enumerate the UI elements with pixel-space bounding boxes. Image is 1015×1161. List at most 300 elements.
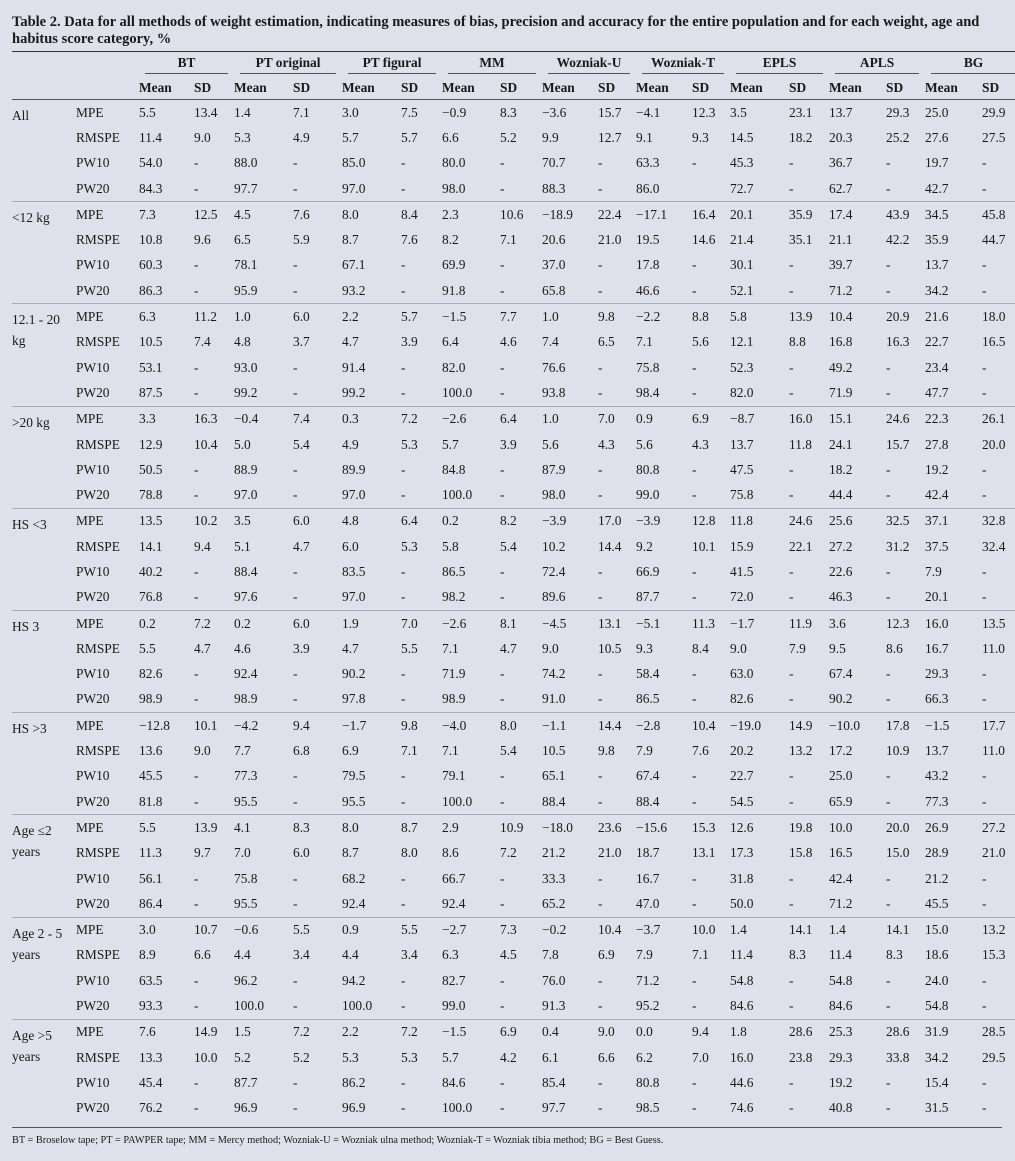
sd-cell: 14.1 [886,917,925,943]
mean-cell: 4.4 [342,947,359,963]
sd-cell: 31.2 [886,538,910,554]
mean-cell: 4.8 [342,508,401,534]
sd-cell: - [293,793,298,809]
mean-cell: 98.9 [442,691,466,707]
sd-cell: - [789,589,794,605]
sd-cell: - [598,563,603,579]
mean-cell: 8.0 [342,202,401,228]
sd-cell: - [692,998,697,1014]
mean-cell: 20.2 [730,743,754,759]
header-spacer [12,52,139,78]
sd-cell: 10.1 [692,538,716,554]
mean-cell: 31.8 [730,870,754,886]
mean-cell: 17.4 [829,202,886,228]
sd-cell: - [293,895,298,911]
sd-cell: 8.3 [500,104,517,120]
sd-header: SD [692,77,730,100]
mean-cell: 88.3 [542,180,566,196]
mean-cell: 19.2 [829,1074,853,1090]
sd-cell: - [886,998,891,1014]
table-row [12,534,1015,559]
mean-cell: 92.4 [234,666,258,682]
sd-cell: 15.7 [598,104,622,120]
mean-cell: 13.3 [139,1049,163,1065]
mean-header: Mean [636,77,692,100]
sd-cell: 3.9 [293,640,310,656]
table-row [12,866,1015,891]
sd-cell: 27.5 [982,129,1006,145]
mean-cell: 16.8 [829,334,853,350]
mean-cell: 88.4 [234,563,258,579]
method-header [234,52,342,78]
mean-cell: 5.1 [234,538,251,554]
sd-cell: 8.3 [293,815,342,841]
mean-cell: 100.0 [442,487,473,503]
table-row [12,330,1015,355]
sd-cell: - [194,384,199,400]
sd-cell: 8.8 [789,334,806,350]
mean-cell: 24.1 [829,436,853,452]
sd-cell: - [886,1100,891,1116]
sd-cell: 8.6 [886,640,903,656]
group-label: HS 3 [12,610,76,712]
sd-cell: - [194,691,199,707]
mean-cell: 25.3 [829,1019,886,1045]
table-row [12,482,1015,508]
mean-cell: 97.0 [342,180,366,196]
mean-cell: 8.9 [139,947,156,963]
mean-cell: 24.0 [925,972,949,988]
sd-header: SD [982,77,1015,100]
mean-cell: 67.1 [342,257,366,273]
mean-cell: 16.0 [925,610,982,636]
mean-cell: 91.0 [542,691,566,707]
mean-cell: 5.3 [234,129,251,145]
sd-cell: - [194,1100,199,1116]
mean-cell: 22.7 [730,768,754,784]
sd-cell: 7.4 [293,406,342,432]
sd-cell: - [789,563,794,579]
mean-cell: −2.8 [636,713,692,739]
mean-cell: 67.4 [636,768,660,784]
mean-cell: 10.2 [542,538,566,554]
sd-cell: - [401,666,406,682]
mean-cell: 87.7 [234,1074,258,1090]
mean-cell: 82.0 [730,384,754,400]
mean-cell: 13.7 [925,257,949,273]
sd-cell: 25.2 [886,129,910,145]
mean-header: Mean [730,77,789,100]
sd-cell: 6.0 [293,304,342,330]
mean-cell: 15.0 [925,917,982,943]
mean-cell: −0.2 [542,917,598,943]
mean-cell: 31.5 [925,1100,949,1116]
sd-cell: - [692,1100,697,1116]
mean-cell: 6.0 [342,538,359,554]
sd-cell: - [886,589,891,605]
mean-cell: 68.2 [342,870,366,886]
sd-cell: 13.9 [789,304,829,330]
mean-cell: −2.6 [442,406,500,432]
table-row [12,278,1015,304]
sd-cell: 6.0 [293,610,342,636]
mean-cell: −1.1 [542,713,598,739]
mean-cell: 4.4 [234,947,251,963]
mean-cell: 20.1 [730,202,789,228]
sd-cell: 3.4 [401,947,418,963]
sd-cell: 4.3 [692,436,709,452]
sd-cell: 8.0 [401,845,418,861]
method-header [139,52,234,78]
sd-cell: - [692,870,697,886]
mean-cell: 99.2 [234,384,258,400]
sd-cell: 10.5 [598,640,622,656]
sd-cell: - [401,1074,406,1090]
mean-cell: 98.0 [442,180,466,196]
mean-cell: 50.5 [139,461,163,477]
sd-cell: - [692,895,697,911]
sd-cell: 7.2 [500,845,517,861]
sd-cell: - [194,282,199,298]
mean-cell: 47.5 [730,461,754,477]
sd-header: SD [500,77,542,100]
sd-cell: 23.8 [789,1049,813,1065]
mean-cell: 14.5 [730,129,754,145]
table-row [12,917,1015,943]
measure-label: PW10 [76,972,110,988]
sd-cell: 5.5 [293,917,342,943]
measure-label: RMSPE [76,743,120,759]
sd-cell: - [500,180,505,196]
mean-cell: 6.4 [442,334,459,350]
sd-cell: - [293,384,298,400]
mean-cell: 98.4 [636,384,660,400]
sd-cell: 15.3 [692,815,730,841]
sd-cell: - [500,895,505,911]
sd-cell: - [401,589,406,605]
sd-cell: - [886,691,891,707]
sd-cell: 12.5 [194,202,234,228]
sd-cell: - [886,895,891,911]
sd-cell: - [789,870,794,886]
mean-cell: 7.9 [636,947,653,963]
mean-cell: 8.0 [342,815,401,841]
mean-cell: 5.7 [442,436,459,452]
mean-cell: 15.1 [829,406,886,432]
table-row [12,764,1015,789]
mean-cell: 75.8 [730,487,754,503]
sd-cell: - [293,257,298,273]
mean-cell: −1.5 [442,304,500,330]
table-row [12,1019,1015,1045]
mean-cell: 74.2 [542,666,566,682]
sd-cell: - [293,691,298,707]
table-row [12,789,1015,815]
sd-cell: 12.3 [886,610,925,636]
mean-cell: 1.4 [829,917,886,943]
mean-cell: 95.5 [234,793,258,809]
mean-cell: 29.3 [925,666,949,682]
mean-cell: 69.9 [442,257,466,273]
mean-cell: 88.0 [234,155,258,171]
mean-cell: 95.2 [636,998,660,1014]
mean-cell: 52.3 [730,359,754,375]
mean-cell: 3.6 [829,610,886,636]
sd-cell: 16.5 [982,334,1006,350]
sd-cell: 23.1 [789,104,813,120]
sd-cell: 9.0 [598,1019,636,1045]
method-label: BG [931,55,1015,74]
sd-cell: 8.4 [692,640,709,656]
sd-cell: 12.3 [692,104,716,120]
mean-cell: 85.0 [342,155,366,171]
sd-cell: - [982,487,987,503]
sd-cell: 9.8 [598,743,615,759]
mean-cell: 54.8 [925,998,949,1014]
mean-cell: 74.6 [730,1100,754,1116]
mean-cell: 10.4 [829,304,886,330]
sd-cell: 20.0 [982,436,1006,452]
mean-cell: 98.0 [542,487,566,503]
mean-cell: 91.3 [542,998,566,1014]
mean-cell: 76.6 [542,359,566,375]
sd-header: SD [789,77,829,100]
mean-cell: 96.2 [234,972,258,988]
sd-cell: - [982,461,987,477]
measure-label: PW20 [76,180,110,196]
mean-cell: 47.0 [636,895,660,911]
sd-cell: 4.7 [194,640,211,656]
sd-cell: 10.4 [598,917,636,943]
mean-cell: 99.0 [636,487,660,503]
sd-cell: 4.6 [500,334,517,350]
mean-cell: 0.3 [342,406,401,432]
sd-cell: - [886,384,891,400]
mean-cell: 86.0 [636,180,660,196]
sd-cell: - [194,666,199,682]
mean-cell: 70.7 [542,155,566,171]
measure-label: RMSPE [76,947,120,963]
mean-cell: −3.7 [636,917,692,943]
sd-cell: 9.8 [401,713,442,739]
mean-cell: 84.6 [442,1074,466,1090]
method-header [925,52,1015,78]
mean-cell: 44.6 [730,1074,754,1090]
sd-cell: - [789,155,794,171]
method-header [730,52,829,78]
measure-label: MPE [76,815,139,841]
sd-cell: - [598,691,603,707]
sd-cell: - [194,1074,199,1090]
mean-cell: 2.9 [442,815,500,841]
sd-cell: 23.6 [598,815,636,841]
sd-cell: - [789,180,794,196]
sd-cell: - [692,1074,697,1090]
sd-cell: 21.0 [982,845,1006,861]
mean-cell: 5.7 [442,1049,459,1065]
sd-cell: - [982,870,987,886]
mean-cell: 45.5 [925,895,949,911]
sd-cell: - [692,282,697,298]
measure-label: PW10 [76,359,110,375]
sd-cell: - [500,257,505,273]
sd-cell: 9.4 [194,538,211,554]
mean-cell: 67.4 [829,666,853,682]
mean-cell: 40.8 [829,1100,853,1116]
sd-cell: 9.4 [692,1019,730,1045]
sd-cell: - [500,487,505,503]
sd-cell: - [293,282,298,298]
mean-cell: −1.5 [442,1019,500,1045]
sd-cell: 3.9 [500,436,517,452]
sd-cell: 4.3 [598,436,615,452]
table-row [12,1096,1015,1121]
sd-cell: - [598,487,603,503]
mean-cell: 1.4 [730,917,789,943]
sd-cell: - [194,180,199,196]
table-row [12,304,1015,330]
sd-cell: 7.6 [401,232,418,248]
sd-cell: 10.9 [500,815,542,841]
group-label: >20 kg [12,406,76,508]
sd-cell: 35.1 [789,232,813,248]
measure-label: PW20 [76,1100,110,1116]
sd-cell: - [598,589,603,605]
sd-header: SD [194,77,234,100]
measure-label: PW10 [76,666,110,682]
mean-cell: 82.7 [442,972,466,988]
mean-cell: 54.8 [829,972,853,988]
table-row [12,1070,1015,1095]
sd-cell: 14.4 [598,538,622,554]
sd-cell: 28.6 [789,1019,829,1045]
mean-cell: 27.6 [925,129,949,145]
mean-cell: 8.2 [442,232,459,248]
mean-cell: 3.0 [139,917,194,943]
sd-cell: 7.5 [401,104,418,120]
method-label: Wozniak-T [642,55,724,74]
mean-cell: 12.9 [139,436,163,452]
sd-cell: - [293,155,298,171]
sd-cell: - [293,359,298,375]
mean-cell: 53.1 [139,359,163,375]
sd-cell: 6.0 [293,508,342,534]
sd-cell: - [886,870,891,886]
sd-cell: - [194,768,199,784]
method-label: PT original [240,55,336,74]
mean-cell: 54.0 [139,155,163,171]
sd-cell: 10.2 [194,508,234,534]
mean-cell: 71.2 [636,972,660,988]
sd-cell: 11.0 [982,743,1005,759]
mean-cell: 85.4 [542,1074,566,1090]
mean-cell: 1.0 [542,304,598,330]
sd-cell: - [692,487,697,503]
mean-cell: 1.5 [234,1019,293,1045]
sd-cell: 10.9 [886,743,910,759]
mean-cell: 71.9 [442,666,466,682]
mean-cell: 18.7 [636,845,660,861]
mean-cell: 93.8 [542,384,566,400]
sd-cell: - [598,895,603,911]
mean-cell: 31.9 [925,1019,982,1045]
mean-cell: 37.5 [925,538,949,554]
mean-cell: 1.0 [234,304,293,330]
sd-cell: - [293,666,298,682]
mean-cell: 95.5 [342,793,366,809]
sd-cell: 28.6 [886,1019,925,1045]
measure-label: PW10 [76,1074,110,1090]
sd-cell: 5.5 [401,917,442,943]
mean-cell: 30.1 [730,257,754,273]
mean-cell: 87.5 [139,384,163,400]
sd-cell: - [194,972,199,988]
mean-cell: 8.7 [342,232,359,248]
sd-cell: - [692,257,697,273]
mean-cell: 77.3 [234,768,258,784]
sd-cell: - [500,768,505,784]
sd-cell: 8.3 [886,947,903,963]
group-label: All [12,108,30,123]
sd-cell: - [886,666,891,682]
mean-cell: 92.4 [342,895,366,911]
mean-cell: 5.6 [636,436,653,452]
table-row [12,508,1015,534]
mean-cell: −2.7 [442,917,500,943]
sd-cell: 18.0 [982,304,1015,330]
sd-cell: - [886,155,891,171]
mean-cell: 15.9 [730,538,754,554]
sd-cell: 8.8 [692,304,730,330]
sd-cell: 42.2 [886,232,910,248]
mean-cell: 6.5 [234,232,251,248]
sd-cell: - [692,793,697,809]
mean-cell: 0.9 [342,917,401,943]
sd-cell: 20.0 [886,815,925,841]
sd-cell: 21.0 [598,845,622,861]
mean-cell: 2.2 [342,1019,401,1045]
sd-cell: - [692,384,697,400]
mean-cell: 80.0 [442,155,466,171]
sd-cell: 4.2 [500,1049,517,1065]
sd-cell: - [789,257,794,273]
sd-cell: 24.6 [886,406,925,432]
sd-cell: 14.9 [194,1019,234,1045]
mean-cell: 42.4 [829,870,853,886]
mean-cell: 29.3 [829,1049,853,1065]
mean-cell: 17.8 [636,257,660,273]
mean-cell: −10.0 [829,713,886,739]
mean-cell: 6.6 [442,129,459,145]
sd-cell: 29.3 [886,104,910,120]
sd-cell: - [598,1100,603,1116]
sd-cell: - [789,1074,794,1090]
sd-cell: - [982,180,987,196]
mean-cell: 72.7 [730,180,754,196]
mean-cell: 7.9 [925,563,942,579]
mean-cell: −1.7 [342,713,401,739]
method-label: EPLS [736,55,823,74]
mean-cell: −3.6 [542,104,567,120]
mean-cell: 100.0 [442,793,473,809]
mean-cell: 13.7 [925,743,949,759]
sd-cell: - [401,1100,406,1116]
mean-cell: 5.5 [139,815,194,841]
mean-cell: 63.5 [139,972,163,988]
sd-cell: 16.0 [789,406,829,432]
sd-cell [692,176,730,202]
sd-cell: 5.2 [293,1049,310,1065]
